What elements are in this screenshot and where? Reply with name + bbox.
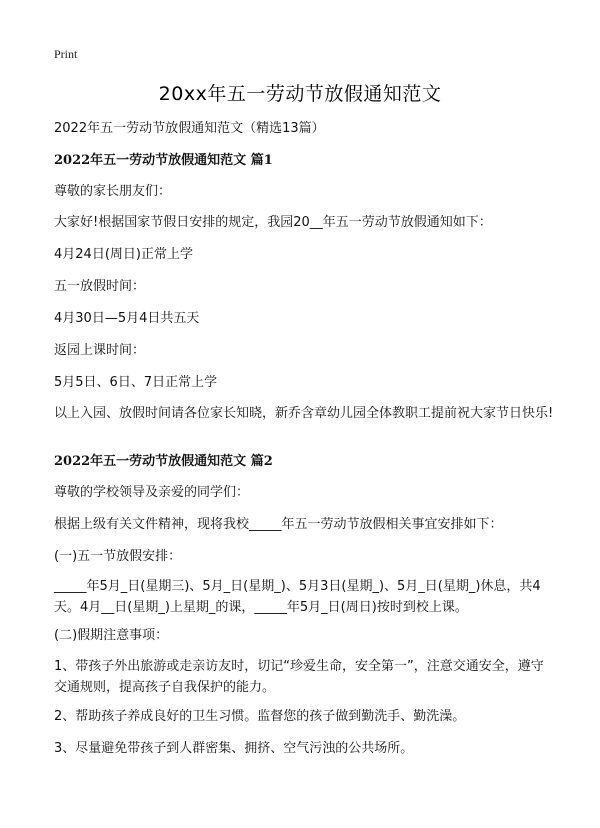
paragraph: 2、帮助孩子养成良好的卫生习惯。监督您的孩子做到勤洗手、勤洗澡。 [54,709,466,724]
paragraph: _____年5月_日(星期三)、5月_日(星期_)、5月3日(星期_)、5月_日(星期_)休息，共4天。4月__日(星期_)上星期_的课，_____年5月_日(周日)按时到校上课。 [54,579,541,615]
paragraph: 五一放假时间： [54,279,146,294]
paragraph: 尊敬的家长朋友们： [54,184,172,199]
paragraph: 大家好!根据国家节假日安排的规定，我园20__年五一劳动节放假通知如下： [54,215,492,230]
paragraph: (一)五一节放假安排： [54,549,182,564]
paragraph: 4月24日(周日)正常上学 [54,247,193,262]
section-heading: 2022年五一劳动节放假通知范文 篇2 [54,454,273,469]
print-link[interactable]: Print [54,47,78,61]
subtitle: 2022年五一劳动节放假通知范文（精选13篇） [54,121,325,136]
paragraph: (二)假期注意事项： [54,628,169,643]
page-title: 20xx年五一劳动节放假通知范文 [158,83,442,105]
paragraph: 返园上课时间： [54,343,146,358]
paragraph: 尊敬的学校领导及亲爱的同学们： [54,485,250,500]
paragraph: 以上入园、放假时间请各位家长知晓，新乔含章幼儿园全体教职工提前祝大家节日快乐! [54,406,554,421]
paragraph: 根据上级有关文件精神，现将我校_____年五一劳动节放假相关事宜安排如下： [54,517,503,532]
section-heading: 2022年五一劳动节放假通知范文 篇1 [54,153,273,168]
paragraph: 4月30日—5月4日共五天 [54,311,200,326]
paragraph: 3、尽量避免带孩子到人群密集、拥挤、空气污浊的公共场所。 [54,741,414,756]
paragraph: 5月5日、6日、7日正常上学 [54,375,218,390]
paragraph: 1、带孩子外出旅游或走亲访友时，切记“珍爱生命，安全第一”，注意交通安全，遵守交通规则，提高孩子自我保护的能力。 [54,659,544,695]
